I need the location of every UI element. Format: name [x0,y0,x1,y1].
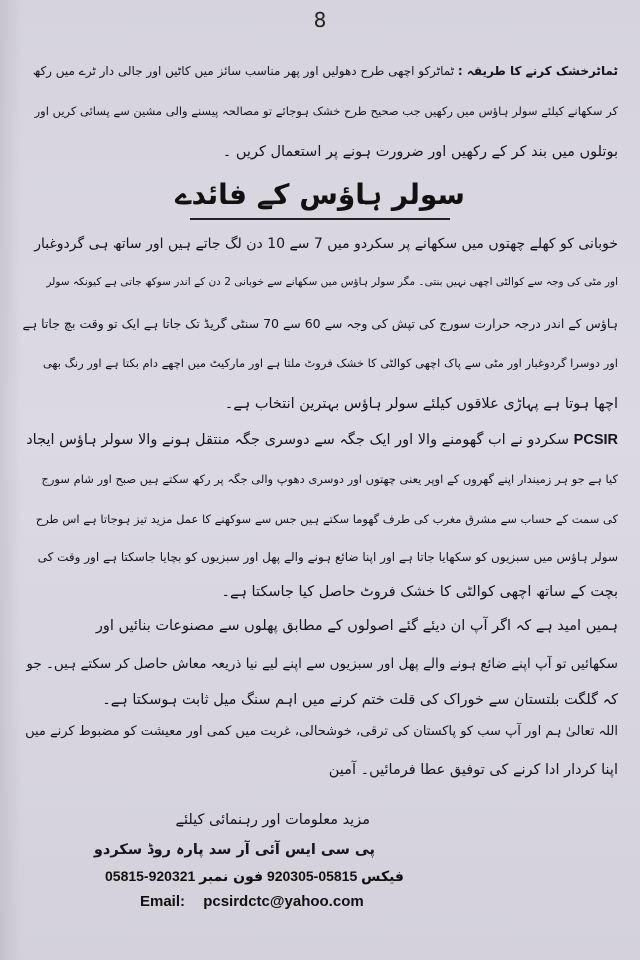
section2-line-2: اور مٹی کی وجہ سے کوالٹی اچھی نہیں بنتی۔ مگر سولر ہاؤس میں سکھانے سے خوبانی 2 دن کے اندر سوکھ جاتی ہے کیونکہ سولر [46,276,618,288]
section5-line-2: اپنا کردار ادا کرنے کی توفیق عطا فرمائیں۔ آمین [328,762,618,778]
section1-line-2: کر سکھانے کیلئے سولر ہاؤس میں رکھیں جب صحیح طرح خشک ہوجائے تو مصالحہ پیسنے والی مشین سے پسائی کریں اور [34,104,618,118]
section5-line-1: اللہ تعالیٰ ہم اور آپ سب کو پاکستان کی ترقی، خوشحالی، غربت میں کمی اور معیشت کو مضبوط کرنے میں [25,724,618,739]
section2-line-1: خوبانی کو کھلے چھتوں میں سکھانے پر سکردو میں 7 سے 10 دن لگ جاتے ہیں اور ساتھ ہی گردوغبار [34,236,618,252]
section2-line-5: اچھا ہوتا ہے پہاڑی علاقوں کیلئے سولر ہاؤس بہترین انتخاب ہے۔ [224,396,618,412]
section3-line-1 [26,432,618,448]
pcsir-label: PCSIR [573,432,618,448]
page-number: 8 [313,8,327,32]
fax-label: فیکس [361,869,404,885]
benefits-heading: سولر ہاؤس کے فائدے [175,178,465,211]
section2-line-3: ہاؤس کے اندر درجہ حرارت سورج کی تپش کی وجہ سے 60 سے 70 سنٹی گریڈ تک جاتا ہے ایک تو وقت بچ جاتا ہے [22,316,618,331]
section3-line-5: بچت کے ساتھ اچھی کوالٹی کا خشک فروٹ حاصل کیا جاسکتا ہے۔ [221,584,618,600]
section3-text-1: سکردو نے اب گھومنے والا اور ایک جگہ سے دوسری جگہ منتقل ہونے والا سولر ہاؤس ایجاد [26,432,570,448]
section4-line-2: سکھائیں تو آپ اپنے ضائع ہونے والے پھل اور سبزیوں سے اپنے لیے نیا ذریعہ معاش حاصل کر سکتے ہیں۔ جو [26,656,618,672]
section2-line-4: اور دوسرا گردوغبار اور مٹی سے پاک اچھی کوالٹی کا خشک فروٹ ملتا ہے اور مارکیٹ میں اچھے دام بکتا ہے اور رنگ بھی [42,356,618,370]
footer-contact-line [105,868,404,885]
footer-info-line: مزید معلومات اور رہنمائی کیلئے [175,812,370,828]
section1-text-1: ٹماٹرکو اچھی طرح دھولیں اور پھر مناسب سائز میں کاٹیں اور جالی دار ٹرے میں رکھ [32,64,455,78]
email-label: Email: [140,893,186,910]
section3-line-3: کی سمت کے حساب سے مشرق مغرب کی طرف گھوما سکتے ہیں جس سے سوکھنے کا عمل مزید تیز ہوجاتا ہے اس طرح [35,512,618,526]
section4-line-1: ہمیں امید ہے کہ اگر آپ ان دیئے گئے اصولوں کے مطابق پھلوں سے مصنوعات بنائیں اور [95,618,618,634]
page-binding-shadow [0,0,22,960]
footer-org-address: پی سی ایس آئی آر سد پارہ روڈ سکردو [93,842,375,858]
section3-line-4: سولر ہاؤس میں سبزیوں کو سکھایا جاتا ہے اور اپنا ضائع ہونے والے پھل اور سبزیوں کو بچایا جاسکتا ہے اور وقت کی [37,550,618,564]
section4-line-3: کہ گلگت بلتستان سے خوراک کی قلت ختم کرنے میں اہم سنگ میل ثابت ہوسکتا ہے۔ [102,692,618,708]
section1-label: ٹماٹرخشک کرنے کا طریقہ : [457,64,618,78]
phone-label: فون نمبر [199,869,264,885]
footer-email-line [140,893,364,910]
section3-line-2: کیا ہے جو ہر زمیندار اپنے گھروں کے اوپر یعنی چھتوں اور دوسری دھوپ والی جگہ پر رکھ سکتے ہیں صبح اور شام سورج [41,472,618,486]
phone-number: 05815-920305 [266,868,358,884]
fax-number: 05815-920321 [105,868,196,884]
email-address[interactable]: pcsirdctc@yahoo.com [203,893,364,910]
section1-line-3: بوتلوں میں بند کر کے رکھیں اور ضرورت ہونے پر استعمال کریں ۔ [222,144,618,160]
heading-underline [190,218,450,220]
section1-line-1 [33,64,618,78]
